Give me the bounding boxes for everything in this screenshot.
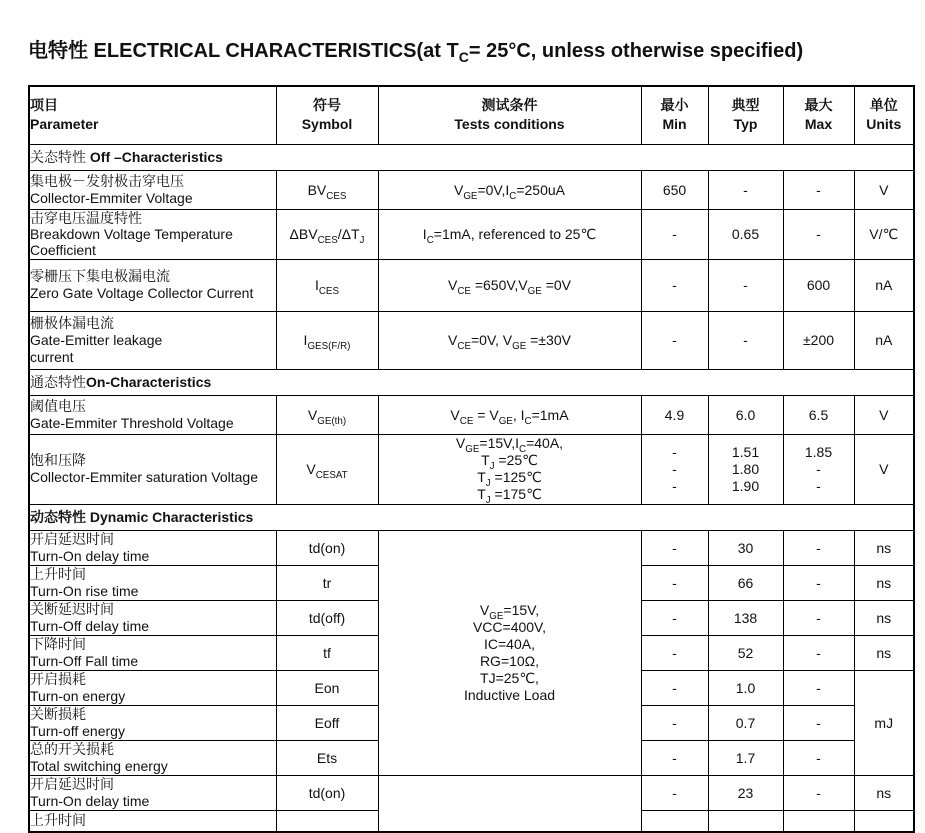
param-cell: 开启损耗 Turn-on energy <box>29 670 276 705</box>
units-cell: nA <box>854 311 914 369</box>
param-cell: 击穿电压温度特性 Breakdown Voltage Temperature Coefficient <box>29 209 276 259</box>
min-cell: 4.9 <box>641 395 708 434</box>
symbol-cell: $I_{CES}$ <box>276 259 378 311</box>
symbol-cell: $V_{CESAT}$ <box>276 434 378 504</box>
symbol-cell <box>276 810 378 832</box>
row-td-on <box>29 530 914 565</box>
symbol-cell: tr <box>276 565 378 600</box>
header-min: 最小 Min <box>641 86 708 144</box>
units-cell: ns <box>854 565 914 600</box>
symbol-cell: Eon <box>276 670 378 705</box>
units-cell: nA <box>854 259 914 311</box>
param-cell: 零栅压下集电极漏电流 Zero Gate Voltage Collector Current <box>29 259 276 311</box>
symbol-cell: tf <box>276 635 378 670</box>
symbol-cell: $\Delta BV_{CES}/\Delta T_J$ <box>276 209 378 259</box>
max-cell: - <box>783 565 854 600</box>
section-row-dynamic-characteristics <box>29 504 914 530</box>
min-cell: 650 <box>641 170 708 209</box>
param-cell: 栅极体漏电流 Gate-Emitter leakage current <box>29 311 276 369</box>
header-conditions: 测试条件 Tests conditions <box>378 86 641 144</box>
typ-cell: 6.0 <box>708 395 783 434</box>
section-label-on: 通态特性On-Characteristics <box>29 369 914 395</box>
typ-cell: 1.7 <box>708 740 783 775</box>
row-bvces <box>29 170 914 209</box>
max-cell: - <box>783 705 854 740</box>
conditions-cell: $V_{CE}=0V$, $V_{GE} =\pm 30V$ <box>378 311 641 369</box>
conditions-cell: $V_{GE}=0V,I_C=250uA$ <box>378 170 641 209</box>
units-cell: V <box>854 434 914 504</box>
min-cell: - <box>641 775 708 810</box>
section-row-off-characteristics <box>29 144 914 170</box>
typ-cell: 23 <box>708 775 783 810</box>
param-cell: 上升时间 Turn-On rise time <box>29 565 276 600</box>
section-row-on-characteristics <box>29 369 914 395</box>
symbol-cell: $BV_{CES}$ <box>276 170 378 209</box>
header-parameter <box>29 86 276 144</box>
max-cell: 6.5 <box>783 395 854 434</box>
units-cell <box>854 810 914 832</box>
min-cell <box>641 810 708 832</box>
header-parameter-zh: 项目 <box>30 97 58 114</box>
min-cell: - <box>641 740 708 775</box>
conditions-cell-merged-2 <box>378 775 641 832</box>
units-cell: V <box>854 395 914 434</box>
param-cell: 关断损耗 Turn-off energy <box>29 705 276 740</box>
min-cell: - <box>641 635 708 670</box>
typ-cell: 138 <box>708 600 783 635</box>
units-cell: ns <box>854 530 914 565</box>
min-cell: - <box>641 530 708 565</box>
typ-cell: 66 <box>708 565 783 600</box>
typ-cell: - <box>708 259 783 311</box>
row-vgeth <box>29 395 914 434</box>
param-cell: 饱和压降 Collector-Emmiter saturation Voltage <box>29 434 276 504</box>
symbol-cell: $V_{GE(th)}$ <box>276 395 378 434</box>
units-cell: ns <box>854 600 914 635</box>
typ-cell: 0.7 <box>708 705 783 740</box>
max-cell: - <box>783 635 854 670</box>
typ-cell: 52 <box>708 635 783 670</box>
typ-cell: 30 <box>708 530 783 565</box>
min-cell: - <box>641 565 708 600</box>
max-cell: - <box>783 530 854 565</box>
max-cell: 1.85 - - <box>783 434 854 504</box>
conditions-cell-merged: $V_{GE}=15V$, VCC=400V, IC=40A, RG=10Ω, TJ=25℃, Inductive Load <box>378 530 641 775</box>
symbol-cell: Eoff <box>276 705 378 740</box>
page-title: 电特性 ELECTRICAL CHARACTERISTICS(at $T_C= 25^\circ C$, unless otherwise specified) <box>28 40 804 65</box>
units-cell: V/℃ <box>854 209 914 259</box>
units-cell: ns <box>854 635 914 670</box>
header-max: 最大 Max <box>783 86 854 144</box>
symbol-cell: td(off) <box>276 600 378 635</box>
min-cell: - <box>641 311 708 369</box>
param-cell: 上升时间 <box>29 810 276 832</box>
symbol-cell: td(on) <box>276 775 378 810</box>
max-cell: - <box>783 740 854 775</box>
section-label-off: 关态特性 Off –Characteristics <box>29 144 914 170</box>
symbol-cell: td(on) <box>276 530 378 565</box>
conditions-cell: $V_{GE}=15V,I_C=40A$, $T_J$ =25℃ $T_J$ =125℃ $T_J$ =175℃ <box>378 434 641 504</box>
param-cell: 总的开关损耗 Total switching energy <box>29 740 276 775</box>
max-cell: - <box>783 170 854 209</box>
units-cell-merged: mJ <box>854 670 914 775</box>
row-iges <box>29 311 914 369</box>
min-cell: - <box>641 259 708 311</box>
units-cell: V <box>854 170 914 209</box>
min-cell: - <box>641 600 708 635</box>
typ-cell: 1.0 <box>708 670 783 705</box>
symbol-cell: Ets <box>276 740 378 775</box>
header-typ: 典型 Typ <box>708 86 783 144</box>
param-cell: 下降时间 Turn-Off Fall time <box>29 635 276 670</box>
min-cell: - <box>641 705 708 740</box>
typ-cell: - <box>708 170 783 209</box>
row-dbvces <box>29 209 914 259</box>
max-cell: - <box>783 670 854 705</box>
row-vcesat <box>29 434 914 504</box>
typ-cell: - <box>708 311 783 369</box>
max-cell: - <box>783 209 854 259</box>
param-cell: 阈值电压 Gate-Emmiter Threshold Voltage <box>29 395 276 434</box>
min-cell: - <box>641 209 708 259</box>
section-label-dynamic: 动态特性 Dynamic Characteristics <box>29 504 914 530</box>
header-parameter-en: Parameter <box>30 116 99 133</box>
max-cell: 600 <box>783 259 854 311</box>
header-symbol: 符号 Symbol <box>276 86 378 144</box>
param-cell: 集电极－发射极击穿电压 Collector-Emmiter Voltage <box>29 170 276 209</box>
header-units: 单位 Units <box>854 86 914 144</box>
conditions-cell: $V_{CE} = V_{GE}$, $I_C=1mA$ <box>378 395 641 434</box>
row-td-on-2 <box>29 775 914 810</box>
min-cell: - - - <box>641 434 708 504</box>
table-header-row <box>29 86 914 144</box>
symbol-cell: $I_{GES(F/R)}$ <box>276 311 378 369</box>
param-cell: 开启延迟时间 Turn-On delay time <box>29 530 276 565</box>
conditions-cell: $I_C=1mA$, referenced to 25℃ <box>378 209 641 259</box>
param-cell: 关断延迟时间 Turn-Off delay time <box>29 600 276 635</box>
max-cell: ±200 <box>783 311 854 369</box>
electrical-characteristics-table <box>28 85 915 833</box>
max-cell: - <box>783 600 854 635</box>
max-cell: - <box>783 775 854 810</box>
typ-cell <box>708 810 783 832</box>
max-cell <box>783 810 854 832</box>
typ-cell: 0.65 <box>708 209 783 259</box>
conditions-cell: $V_{CE} =650V,V_{GE} =0V$ <box>378 259 641 311</box>
units-cell: ns <box>854 775 914 810</box>
row-ices <box>29 259 914 311</box>
typ-cell: 1.51 1.80 1.90 <box>708 434 783 504</box>
min-cell: - <box>641 670 708 705</box>
param-cell: 开启延迟时间 Turn-On delay time <box>29 775 276 810</box>
